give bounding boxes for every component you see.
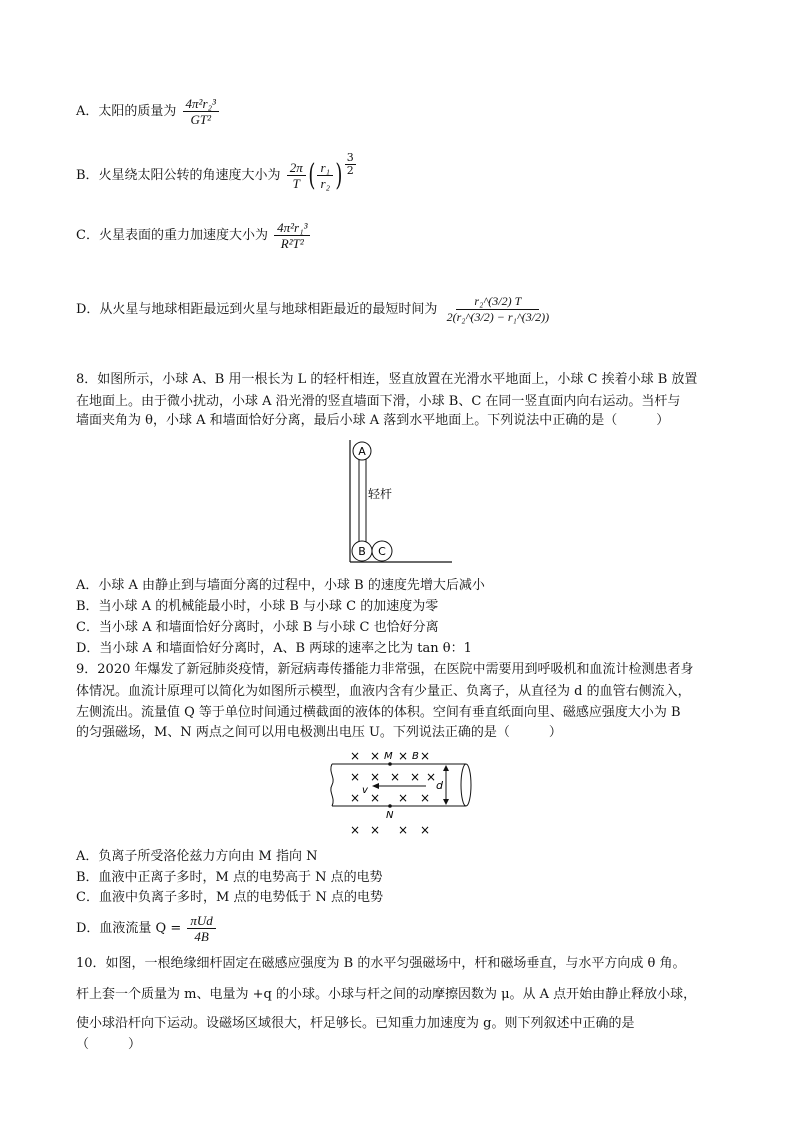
q9-cross: ×: [350, 749, 361, 763]
q9-cross: ×: [390, 770, 401, 784]
q8-rod-label: 轻杆: [368, 487, 393, 501]
q8-ball-b-label: B: [358, 545, 366, 558]
q7-option-b: [76, 152, 356, 191]
q7-option-b-exp-num: 3: [346, 151, 354, 164]
q8-ball-a-label: A: [358, 445, 366, 458]
q8-option-d: D．当小球 A 和墙面恰好分离时，A、B 两球的速率之比为 tan θ：1: [76, 641, 472, 656]
q7-option-b-right-paren: ): [335, 157, 343, 193]
q9-cross: ×: [426, 770, 437, 784]
q7-option-b-r2: r₂: [320, 176, 331, 191]
q9-stem-line-4: 的匀强磁场，M、N 两点之间可以用电极测出电压 U。下列说法正确的是（ ）: [76, 725, 562, 740]
q9-cross: ×: [398, 749, 409, 763]
q8-figure: [340, 436, 460, 568]
q7-option-b-r1: r₁: [317, 160, 333, 176]
q7-option-d-numerator: r₂^(3/2) T: [456, 294, 539, 310]
q9-d-label: d: [436, 779, 443, 792]
q9-figure: [326, 744, 486, 840]
q9-point-m: [388, 762, 392, 766]
q9-option-d: [76, 913, 216, 944]
q9-m-label: M: [384, 751, 393, 762]
q7-option-b-exponent: [345, 152, 356, 177]
q9-b-label: B: [412, 751, 419, 762]
q9-point-n: [388, 804, 392, 808]
q7-option-c-fraction: [274, 220, 310, 251]
q9-cross: ×: [420, 749, 431, 763]
q8-stem-line-2: 在地面上。由于微小扰动，小球 A 沿光滑的竖直墙面下滑，小球 B、C 在同一竖直面内向右运动。当杆与: [76, 394, 681, 409]
q8-option-a: A．小球 A 由静止到与墙面分离的过程中，小球 B 的速度先增大后减小: [76, 578, 485, 593]
q9-stem-line-1: 9．2020 年爆发了新冠肺炎疫情，新冠病毒传播能力非常强，在医院中需要用到呼吸机和血流计检测患者身: [76, 662, 694, 677]
q9-cross: ×: [370, 823, 381, 837]
q9-cross: ×: [420, 791, 431, 805]
q9-cross: ×: [420, 823, 431, 837]
q7-option-a: [76, 96, 219, 127]
q7-option-b-exp-den: 2: [346, 164, 354, 177]
q9-cross: ×: [410, 770, 421, 784]
q9-diameter-arrow-top: [443, 765, 449, 771]
q9-cross: ×: [350, 791, 361, 805]
q9-cross: ×: [350, 823, 361, 837]
q7-option-b-ratio: [317, 160, 333, 191]
q7-option-c-numerator: 4π²r₁³: [274, 220, 310, 236]
q9-option-d-denominator: 4B: [194, 929, 209, 944]
q7-option-d-fraction: [444, 294, 553, 325]
q9-vessel-right-end: [461, 764, 471, 806]
q9-n-label: N: [386, 810, 394, 821]
q10-stem-line-4: （ ）: [76, 1037, 142, 1052]
q9-option-c: C．血液中负离子多时，M 点的电势低于 N 点的电势: [76, 890, 384, 905]
q9-option-d-text: D．血液流量 Q =: [76, 921, 182, 936]
q9-diameter-arrow-bottom: [443, 799, 449, 805]
q7-option-c-text: C．火星表面的重力加速度大小为: [76, 228, 268, 243]
q9-option-b: B．血液中正离子多时，M 点的电势高于 N 点的电势: [76, 870, 383, 885]
q7-option-a-fraction: [183, 96, 219, 127]
q10-stem-line-1: 10．如图，一根绝缘细杆固定在磁感应强度为 B 的水平匀强磁场中，杆和磁场垂直，与水平方向成 θ 角。: [76, 956, 686, 971]
q9-cross: ×: [398, 791, 409, 805]
q7-option-b-coefficient: [287, 160, 306, 191]
q9-v-label: v: [362, 785, 368, 796]
q7-option-b-text: B．火星绕太阳公转的角速度大小为: [76, 168, 281, 183]
q8-ball-c-label: C: [378, 545, 386, 558]
q7-option-a-denominator: GT²: [190, 112, 211, 127]
q7-option-b-coef-den: T: [292, 176, 300, 191]
q9-cross: ×: [350, 770, 361, 784]
q9-cross: ×: [370, 749, 381, 763]
q7-option-d: [76, 294, 552, 325]
q7-option-c: [76, 220, 310, 251]
q9-vessel-left-end: [331, 764, 333, 806]
q8-option-b: B．当小球 A 的机械能最小时，小球 B 与小球 C 的加速度为零: [76, 599, 439, 614]
q7-option-d-text: D．从火星与地球相距最远到火星与地球相距最近的最短时间为: [76, 302, 438, 317]
q8-option-c: C．当小球 A 和墙面恰好分离时，小球 B 与小球 C 也恰好分离: [76, 620, 439, 635]
q8-stem-line-1: 8．如图所示，小球 A、B 用一根长为 L 的轻杆相连，竖直放置在光滑水平地面上，小球 C 挨着小球 B 放置: [76, 372, 698, 387]
q9-stem-line-2: 体情况。血流计原理可以简化为如图所示模型，血液内含有少量正、负离子，从直径为 d 的血管右侧流入，: [76, 684, 691, 699]
q10-stem-line-3: 使小球沿杆向下运动。设磁场区域很大，杆足够长。已知重力加速度为 g。则下列叙述中正确的是: [76, 1016, 635, 1031]
q7-option-a-numerator: 4π²r₂³: [183, 96, 219, 112]
q9-cross: ×: [398, 823, 409, 837]
q9-option-a: A．负离子所受洛伦兹力方向由 M 指向 N: [76, 849, 318, 864]
q7-option-a-text: A．太阳的质量为: [76, 104, 177, 119]
q7-option-b-coef-num: 2π: [287, 160, 306, 176]
q9-option-d-numerator: πUd: [187, 913, 215, 929]
q10-stem-line-2: 杆上套一个质量为 m、电量为 +q 的小球。小球与杆之间的动摩擦因数为 μ。从 A 点开始由静止释放小球，: [76, 987, 697, 1002]
q7-option-c-denominator: R²T²: [280, 236, 304, 251]
q8-stem-line-3: 墙面夹角为 θ，小球 A 和墙面恰好分离，最后小球 A 落到水平地面上。下列说法中正确的是（ ）: [76, 413, 670, 428]
q7-option-d-denominator: 2(r₂^(3/2) − r₁^(3/2)): [446, 310, 550, 324]
q9-cross: ×: [370, 770, 381, 784]
q9-cross: ×: [370, 791, 381, 805]
q9-stem-line-3: 左侧流出。流量值 Q 等于单位时间通过横截面的液体的体积。空间有垂直纸面向里、磁感应强度大小为 B: [76, 705, 681, 720]
q9-option-d-fraction: [187, 913, 215, 944]
q7-option-b-left-paren: (: [308, 157, 316, 193]
